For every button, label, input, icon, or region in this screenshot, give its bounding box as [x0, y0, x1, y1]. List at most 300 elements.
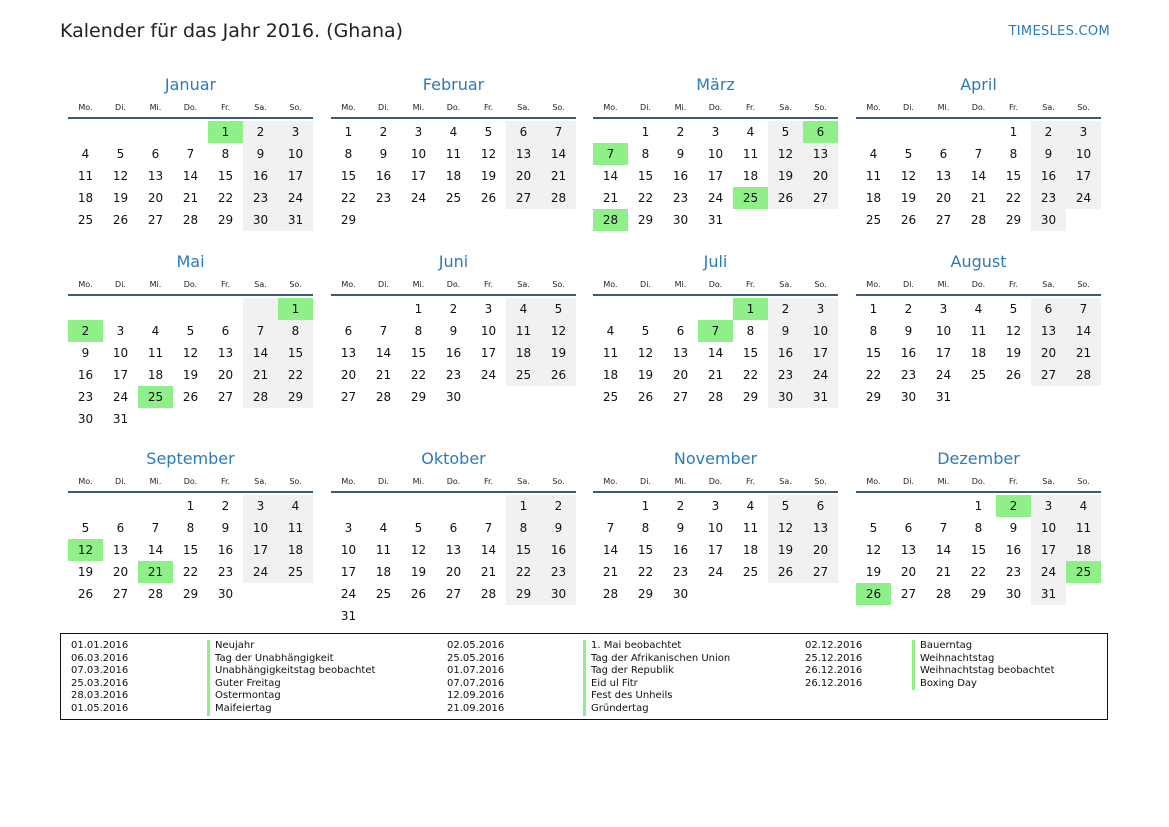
day-cell: 24 [480, 368, 497, 382]
day-cell: 14 [541, 143, 576, 165]
day-cell: 1 [414, 302, 423, 316]
day-cell: 31 [707, 213, 724, 227]
day-cell: 17 [1031, 539, 1066, 561]
day-cell: 22 [506, 561, 541, 583]
day-cell: 12 [410, 543, 427, 557]
day-cell: 16 [672, 543, 689, 557]
day-cell: 20 [1031, 342, 1066, 364]
day-cell: 28 [602, 587, 619, 601]
day-cell-empty [436, 209, 471, 231]
day-cell: 9 [676, 521, 685, 535]
day-cell: 10 [243, 517, 278, 539]
weekday-label: Fr. [745, 477, 756, 486]
legend-date: 21.09.2016 [447, 702, 505, 714]
day-cell: 3 [939, 302, 948, 316]
week-row [68, 386, 313, 408]
day-cell-empty [961, 121, 996, 143]
day-cell: 27 [147, 213, 164, 227]
day-cell: 5 [116, 147, 125, 161]
day-cell: 28 [935, 587, 952, 601]
legend-holiday-name: Gründertag [583, 703, 730, 716]
day-cell: 27 [900, 587, 917, 601]
week-row [856, 298, 1101, 320]
week-row [593, 143, 838, 165]
day-cell: 4 [869, 147, 878, 161]
week-row [593, 583, 838, 605]
day-cell: 29 [182, 587, 199, 601]
day-cell: 26 [637, 390, 654, 404]
day-cell: 4 [81, 147, 90, 161]
day-cell: 25 [742, 565, 759, 579]
day-cell: 13 [340, 346, 357, 360]
day-cell-empty [768, 583, 803, 605]
day-cell-empty [593, 121, 628, 143]
weekday-header [68, 278, 313, 296]
weekday-label: Mi. [412, 280, 425, 289]
day-cell: 18 [970, 346, 987, 360]
weekday-label: So. [289, 103, 302, 112]
day-cell: 3 [1031, 495, 1066, 517]
day-cell: 22 [742, 368, 759, 382]
day-cell: 7 [379, 324, 388, 338]
day-cell: 11 [742, 147, 759, 161]
day-cell: 2 [221, 499, 230, 513]
weekday-label: Di. [378, 280, 389, 289]
day-cell: 25 [506, 364, 541, 386]
weekday-label: Sa. [1042, 477, 1055, 486]
day-cell: 21 [243, 364, 278, 386]
weekday-label: Mo. [866, 103, 881, 112]
day-cell: 30 [445, 390, 462, 404]
day-cell: 20 [217, 368, 234, 382]
day-cell-empty [278, 583, 313, 605]
day-cell: 13 [506, 143, 541, 165]
day-cell: 16 [243, 165, 278, 187]
day-cell: 28 [1066, 364, 1101, 386]
week-row [856, 165, 1101, 187]
day-cell: 31 [278, 209, 313, 231]
day-cell: 1 [506, 495, 541, 517]
day-cell: 23 [77, 390, 94, 404]
holiday-day-cell: 1 [733, 298, 768, 320]
day-cell: 3 [344, 521, 353, 535]
day-cell: 27 [445, 587, 462, 601]
day-cell: 24 [1066, 187, 1101, 209]
day-cell: 4 [974, 302, 983, 316]
weekday-label: Mi. [412, 477, 425, 486]
day-cell: 24 [112, 390, 129, 404]
day-grid [331, 298, 576, 408]
day-cell: 24 [243, 561, 278, 583]
day-cell-empty [471, 209, 506, 231]
legend-date: 25.12.2016 [805, 652, 863, 664]
weekday-label: Mo. [78, 280, 93, 289]
day-cell: 6 [151, 147, 160, 161]
day-cell: 10 [1066, 143, 1101, 165]
day-cell: 23 [768, 364, 803, 386]
weekday-label: So. [814, 477, 827, 486]
day-cell: 9 [676, 147, 685, 161]
weekday-label: Di. [640, 103, 651, 112]
legend-name-column [912, 640, 1055, 690]
day-cell: 3 [278, 121, 313, 143]
day-cell: 24 [340, 587, 357, 601]
day-cell-empty [243, 583, 278, 605]
day-cell: 3 [484, 302, 493, 316]
day-cell: 4 [151, 324, 160, 338]
day-cell: 14 [602, 169, 619, 183]
day-cell: 16 [541, 539, 576, 561]
day-cell: 2 [768, 298, 803, 320]
week-row [68, 165, 313, 187]
day-cell: 27 [803, 561, 838, 583]
day-cell-empty [331, 495, 366, 517]
day-cell: 23 [672, 191, 689, 205]
day-cell: 20 [445, 565, 462, 579]
day-cell: 20 [672, 368, 689, 382]
day-cell: 5 [641, 324, 650, 338]
day-cell: 8 [506, 517, 541, 539]
day-cell: 28 [541, 187, 576, 209]
day-cell-empty [856, 495, 891, 517]
weekday-label: Di. [903, 477, 914, 486]
week-row [593, 561, 838, 583]
weekday-label: Di. [640, 477, 651, 486]
weekday-label: Sa. [1042, 280, 1055, 289]
legend-holiday-name: Fest des Unheils [583, 690, 730, 703]
brand-logo-text[interactable]: TIMESLES.COM [1008, 24, 1110, 39]
day-cell-empty [138, 495, 173, 517]
day-cell: 13 [803, 143, 838, 165]
day-cell: 21 [602, 191, 619, 205]
day-cell: 31 [340, 609, 357, 623]
day-cell: 30 [1005, 587, 1022, 601]
week-row [593, 386, 838, 408]
day-cell: 8 [1009, 147, 1018, 161]
day-cell-empty [173, 121, 208, 143]
day-cell-empty [803, 209, 838, 231]
week-row [593, 320, 838, 342]
day-cell: 20 [147, 191, 164, 205]
day-cell: 27 [672, 390, 689, 404]
day-cell: 16 [768, 342, 803, 364]
holiday-day-cell: 12 [68, 539, 103, 561]
weekday-header [68, 101, 313, 119]
month-title: Dezember [937, 449, 1020, 468]
month-title: September [146, 449, 235, 468]
day-cell: 12 [637, 346, 654, 360]
day-cell: 17 [480, 346, 497, 360]
day-cell: 18 [147, 368, 164, 382]
weekday-label: So. [814, 280, 827, 289]
day-cell: 19 [480, 169, 497, 183]
day-cell: 28 [375, 390, 392, 404]
day-cell: 2 [1031, 121, 1066, 143]
day-cell: 26 [768, 187, 803, 209]
day-cell-empty [698, 583, 733, 605]
day-cell: 28 [243, 386, 278, 408]
day-cell: 6 [116, 521, 125, 535]
weekday-label: Mi. [937, 280, 950, 289]
week-row [593, 342, 838, 364]
day-cell: 20 [803, 539, 838, 561]
day-cell-empty [663, 298, 698, 320]
month-september [68, 449, 313, 605]
day-cell: 2 [676, 125, 685, 139]
day-cell: 22 [182, 565, 199, 579]
day-cell-empty [698, 298, 733, 320]
day-cell-empty [541, 209, 576, 231]
day-cell: 31 [112, 412, 129, 426]
weekday-label: Fr. [483, 280, 494, 289]
weekday-label: Fr. [745, 103, 756, 112]
day-cell-empty [768, 209, 803, 231]
day-cell: 10 [1031, 517, 1066, 539]
day-cell: 9 [379, 147, 388, 161]
week-row [593, 517, 838, 539]
weekday-label: Do. [446, 477, 461, 486]
week-row [856, 143, 1101, 165]
day-cell: 28 [970, 213, 987, 227]
weekday-label: Do. [183, 477, 198, 486]
legend-holiday-name: Boxing Day [912, 678, 1055, 691]
day-cell: 30 [77, 412, 94, 426]
day-cell: 24 [707, 191, 724, 205]
day-cell: 6 [344, 324, 353, 338]
legend-holiday-name: Unabhängigkeitstag beobachtet [207, 665, 375, 678]
legend-holiday-name: Ostermontag [207, 690, 375, 703]
week-row [331, 121, 576, 143]
weekday-label: Sa. [254, 103, 267, 112]
day-cell: 19 [768, 539, 803, 561]
weekday-label: Fr. [220, 103, 231, 112]
day-cell-empty [1031, 386, 1066, 408]
weekday-label: Di. [115, 477, 126, 486]
day-cell: 11 [742, 521, 759, 535]
day-cell: 1 [1009, 125, 1018, 139]
day-cell: 18 [278, 539, 313, 561]
day-cell: 25 [970, 368, 987, 382]
weekday-label: Mi. [412, 103, 425, 112]
day-cell: 4 [278, 495, 313, 517]
week-row [593, 364, 838, 386]
day-cell: 14 [1066, 320, 1101, 342]
day-cell: 15 [865, 346, 882, 360]
day-cell: 5 [414, 521, 423, 535]
day-cell: 23 [243, 187, 278, 209]
month-title: Oktober [421, 449, 486, 468]
day-cell: 4 [606, 324, 615, 338]
weekday-header [331, 475, 576, 493]
day-cell: 12 [865, 543, 882, 557]
day-cell: 27 [803, 187, 838, 209]
week-row [856, 121, 1101, 143]
day-cell: 11 [77, 169, 94, 183]
day-cell: 29 [217, 213, 234, 227]
weekday-label: So. [552, 477, 565, 486]
weekday-label: Di. [378, 103, 389, 112]
day-grid [68, 495, 313, 605]
day-cell: 29 [637, 587, 654, 601]
day-cell-empty [856, 121, 891, 143]
week-row [593, 209, 838, 231]
day-cell: 16 [1005, 543, 1022, 557]
week-row [331, 605, 576, 627]
weekday-header [593, 475, 838, 493]
day-cell: 17 [803, 342, 838, 364]
day-cell: 17 [112, 368, 129, 382]
day-cell: 9 [243, 143, 278, 165]
weekday-label: Fr. [1008, 477, 1019, 486]
day-cell-empty [331, 298, 366, 320]
day-cell: 13 [147, 169, 164, 183]
day-cell: 2 [904, 302, 913, 316]
day-cell: 9 [221, 521, 230, 535]
legend-holiday-name: Tag der Republik [583, 665, 730, 678]
day-cell: 11 [375, 543, 392, 557]
month-oktober [331, 449, 576, 627]
day-cell: 18 [1066, 539, 1101, 561]
day-cell: 30 [217, 587, 234, 601]
week-row [68, 342, 313, 364]
day-cell: 3 [803, 298, 838, 320]
day-cell-empty [593, 495, 628, 517]
day-cell: 13 [112, 543, 129, 557]
week-row [856, 517, 1101, 539]
day-cell: 29 [340, 213, 357, 227]
weekday-label: Do. [708, 103, 723, 112]
day-cell-empty [68, 298, 103, 320]
day-cell: 5 [768, 121, 803, 143]
week-row [856, 561, 1101, 583]
month-title: Juli [703, 252, 728, 271]
page-title: Kalender für das Jahr 2016. (Ghana) [60, 20, 404, 42]
day-cell-empty [366, 495, 401, 517]
week-row [331, 320, 576, 342]
week-row [331, 165, 576, 187]
day-cell: 26 [77, 587, 94, 601]
day-cell: 23 [217, 565, 234, 579]
day-cell: 19 [865, 565, 882, 579]
day-cell: 14 [480, 543, 497, 557]
day-cell: 30 [900, 390, 917, 404]
day-cell: 13 [445, 543, 462, 557]
legend-name-column [583, 640, 730, 716]
day-cell-empty [926, 121, 961, 143]
day-cell: 8 [869, 324, 878, 338]
month-januar [68, 75, 313, 231]
day-cell-empty [103, 298, 138, 320]
day-cell: 20 [935, 191, 952, 205]
day-cell: 8 [641, 147, 650, 161]
day-cell: 4 [506, 298, 541, 320]
day-cell: 1 [869, 302, 878, 316]
day-cell: 13 [672, 346, 689, 360]
weekday-label: Mo. [341, 103, 356, 112]
day-cell: 23 [445, 368, 462, 382]
day-cell: 25 [865, 213, 882, 227]
day-cell: 7 [939, 521, 948, 535]
week-row [68, 143, 313, 165]
weekday-label: Mi. [937, 477, 950, 486]
weekday-header [593, 278, 838, 296]
day-cell: 20 [340, 368, 357, 382]
day-cell: 10 [935, 324, 952, 338]
holiday-day-cell: 7 [593, 143, 628, 165]
weekday-label: Sa. [254, 280, 267, 289]
day-cell: 27 [217, 390, 234, 404]
day-cell: 16 [77, 368, 94, 382]
day-cell: 23 [375, 191, 392, 205]
day-cell: 29 [1005, 213, 1022, 227]
day-cell: 22 [637, 191, 654, 205]
day-cell: 25 [278, 561, 313, 583]
day-cell-empty [68, 495, 103, 517]
day-cell: 29 [410, 390, 427, 404]
day-cell: 22 [217, 191, 234, 205]
day-cell: 8 [974, 521, 983, 535]
weekday-label: Sa. [779, 103, 792, 112]
day-cell: 18 [742, 543, 759, 557]
week-row [331, 364, 576, 386]
week-row [856, 320, 1101, 342]
weekday-label: So. [1077, 280, 1090, 289]
weekday-label: So. [814, 103, 827, 112]
legend-date: 07.03.2016 [71, 665, 129, 677]
weekday-label: Sa. [779, 280, 792, 289]
week-row [68, 187, 313, 209]
day-cell: 5 [1009, 302, 1018, 316]
weekday-label: Mo. [341, 280, 356, 289]
day-cell: 11 [147, 346, 164, 360]
day-cell: 3 [711, 499, 720, 513]
day-grid [331, 495, 576, 627]
week-row [856, 386, 1101, 408]
day-cell: 20 [803, 165, 838, 187]
legend-date-column [447, 640, 504, 716]
day-cell-empty [401, 209, 436, 231]
day-cell: 14 [707, 346, 724, 360]
day-cell: 21 [375, 368, 392, 382]
day-cell: 11 [1066, 517, 1101, 539]
weekday-label: Fr. [483, 477, 494, 486]
weekday-label: Fr. [745, 280, 756, 289]
day-grid [68, 298, 313, 430]
day-cell-empty [173, 408, 208, 430]
day-cell: 3 [414, 125, 423, 139]
legend-date-column [805, 640, 862, 690]
day-cell-empty [366, 209, 401, 231]
day-cell: 17 [707, 543, 724, 557]
weekday-label: Do. [971, 477, 986, 486]
day-cell: 7 [186, 147, 195, 161]
day-cell: 9 [449, 324, 458, 338]
weekday-label: Sa. [254, 477, 267, 486]
holiday-day-cell: 25 [138, 386, 173, 408]
day-cell: 3 [243, 495, 278, 517]
day-cell: 8 [344, 147, 353, 161]
weekday-label: Mi. [149, 477, 162, 486]
legend-date-column [71, 640, 128, 716]
legend-date: 25.05.2016 [447, 652, 505, 664]
day-cell: 23 [1031, 187, 1066, 209]
day-cell: 10 [340, 543, 357, 557]
holiday-day-cell: 26 [856, 583, 891, 605]
month-title: November [673, 449, 758, 468]
legend-holiday-name: Tag der Unabhängigkeit [207, 653, 375, 666]
week-row [331, 495, 576, 517]
weekday-label: Di. [115, 103, 126, 112]
